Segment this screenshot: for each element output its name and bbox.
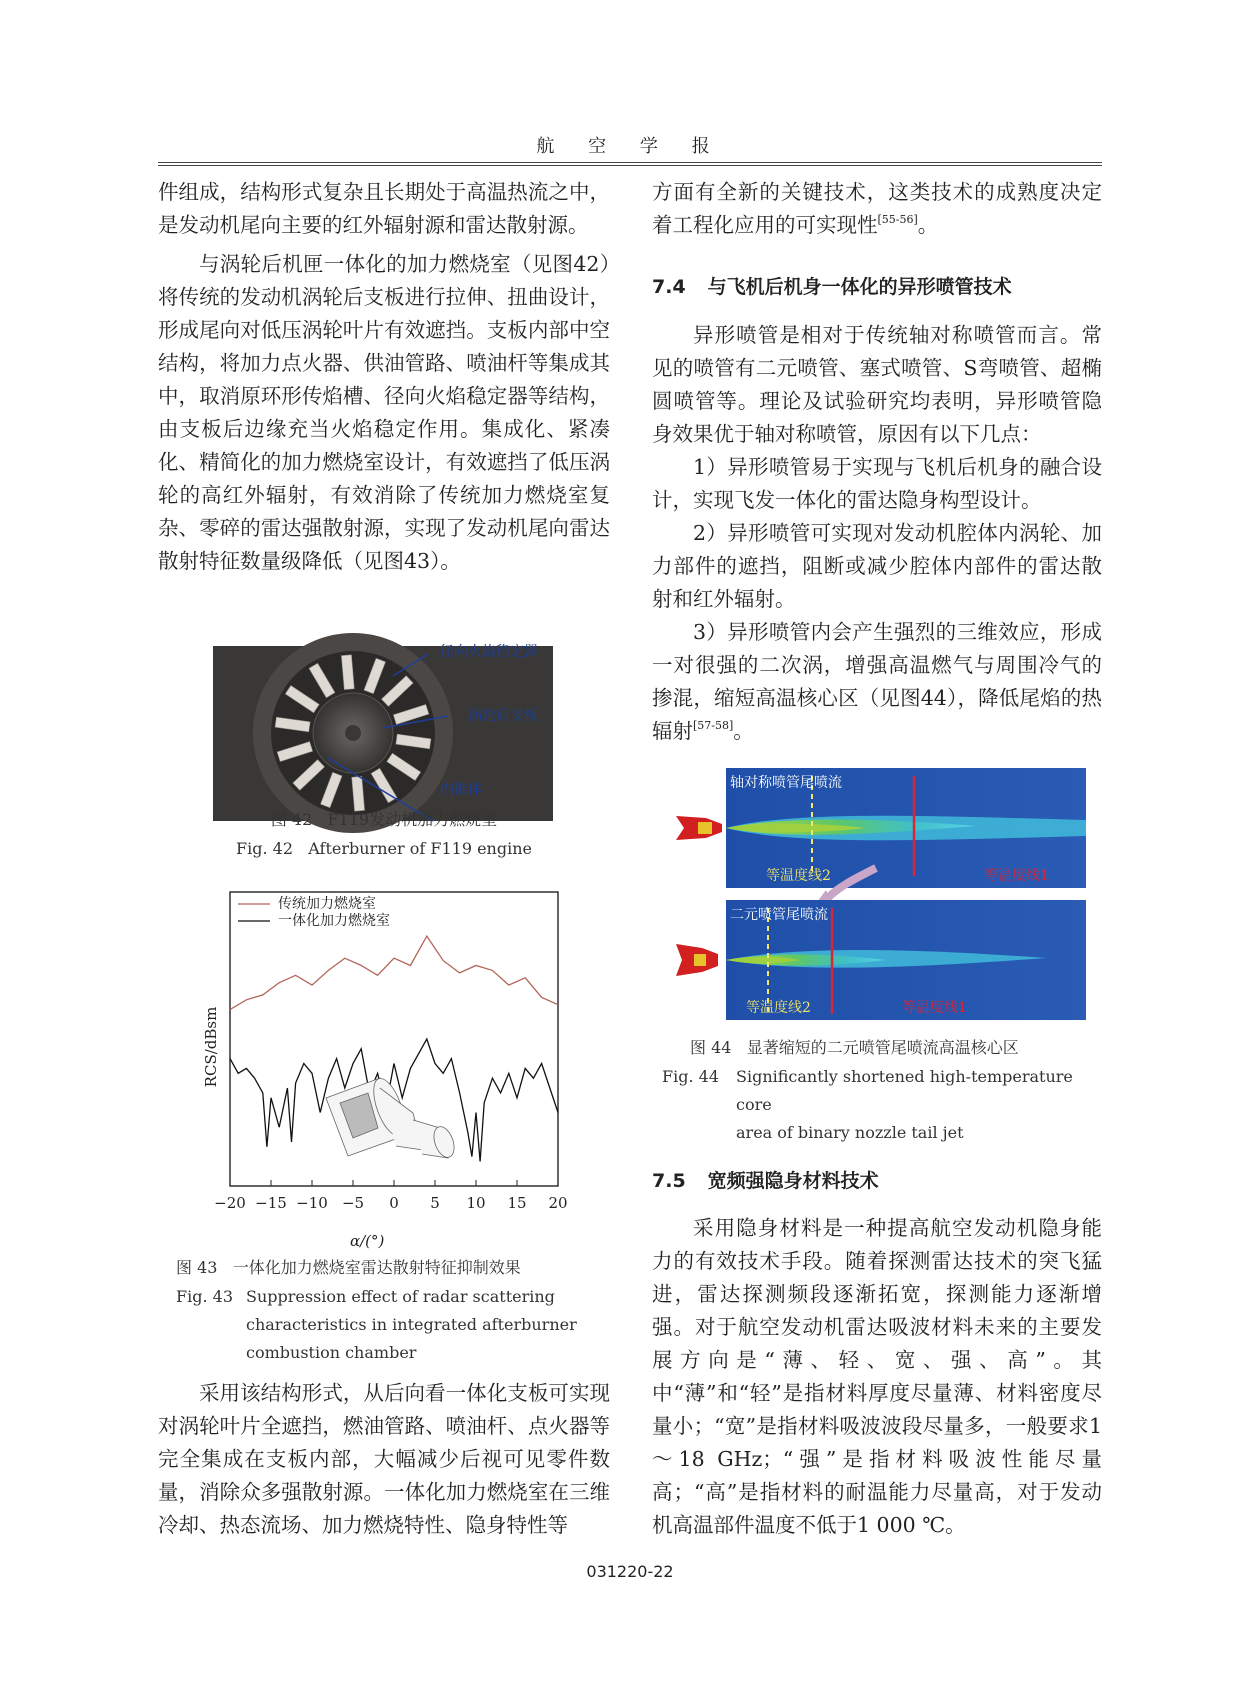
left-text-bottom	[158, 1377, 610, 1542]
legend-label-1: 一体化加力燃烧室	[278, 913, 390, 929]
fig44-top-label: 轴对称喷管尾喷流	[730, 775, 842, 791]
fig44-top-isotherm2: 等温度线2	[766, 868, 831, 884]
left-para-2: 与涡轮后机匣一体化的加力燃烧室（见图42）将传统的发动机涡轮后支板进行拉伸、扭曲设计，形成尾向对低压涡轮叶片有效遮挡。支板内部中空结构，将加力点火器、供油管路、喷油杆等集成其中，取消原环形传焰槽、径向火焰稳定器等结构，由支板后边缘充当火焰稳定作用。集成化、紧凑化、精简化的加力燃烧室设计，有效遮挡了低压涡轮的高红外辐射，有效消除了传统加力燃烧室复杂、零碎的雷达强散射源，实现了发动机尾向雷达散射特征数量级降低（见图43）。	[158, 252, 610, 573]
citation-55-56: [55-56]	[877, 213, 918, 226]
x-tick-label: 0	[389, 1194, 399, 1212]
legend-label-0: 传统加力燃烧室	[278, 896, 376, 912]
figure-44	[676, 768, 1086, 1036]
fig43-caption-cn	[176, 1254, 616, 1282]
fig42-en-num: Fig. 42	[236, 839, 293, 858]
section-7-4-title: 与飞机后机身一体化的异形喷管技术	[707, 276, 1012, 298]
x-tick-label: 15	[507, 1194, 527, 1212]
sec74-point-1: 1）异形喷管易于实现与飞机后机身的融合设计，实现飞发一体化的雷达隐身构型设计。	[652, 455, 1102, 512]
fig44-bottom-isotherm1: 等温度线1	[902, 1000, 967, 1016]
sec75-para: 采用隐身材料是一种提高航空发动机隐身能力的有效技术手段。随着探测雷达技术的突飞猛进，雷达探测频段逐渐拓宽，探测能力逐渐增强。对于航空发动机雷达吸波材料未来的主要发展方向是“薄、轻、宽、强、高”。其中“薄”和“轻”是指材料厚度尽量薄、材料密度尽量小；“宽”是指材料吸波波段尽量多，一般要求1～18 GHz；“强”是指材料吸波性能尽量高；“高”是指材料的耐温能力尽量高，对于发动机高温部件温度不低于1 000 ℃。	[652, 1216, 1102, 1537]
section-7-4-heading	[652, 272, 1012, 299]
fig42-label-flameholder: 径向火焰稳定器	[440, 644, 538, 660]
fig44-en-text	[736, 1063, 1102, 1147]
fig43-rcs-chart	[202, 888, 568, 1218]
series-line-0	[230, 936, 558, 1010]
x-tick-label: 5	[430, 1194, 440, 1212]
fig42-cn-num: 图 42	[270, 810, 313, 829]
y-axis-label: RCS/dBsm	[202, 1006, 220, 1088]
fig43-caption-en	[176, 1283, 616, 1367]
fig44-top-isotherm1: 等温度线1	[984, 868, 1049, 884]
fig42-caption-en	[158, 835, 610, 863]
x-tick-label: −20	[214, 1194, 246, 1212]
fig44-en-line2: area of binary nozzle tail jet	[736, 1123, 964, 1142]
sec74-point-2: 2）异形喷管可实现对发动机腔体内涡轮、加力部件的遮挡，阻断或减少腔体内部件的雷达散射和红外辐射。	[652, 521, 1102, 611]
section-7-5-heading	[652, 1166, 879, 1193]
x-axis-label: α/(°)	[350, 1232, 385, 1250]
fig42-cn-text: F119发动机加力燃烧室	[327, 810, 498, 829]
sec74-point-3-text: 3）异形喷管内会产生强烈的三维效应，形成一对很强的二次涡，增强高温燃气与周围冷气的掺混，缩短高温核心区（见图44），降低尾焰的热辐射	[652, 620, 1102, 743]
fig44-cn-text: 显著缩短的二元喷管尾喷流高温核心区	[746, 1038, 1019, 1057]
section-7-5-number: 7.5	[652, 1170, 686, 1192]
citation-57-58: [57-58]	[693, 719, 734, 732]
section-7-4-number: 7.4	[652, 276, 686, 298]
sec74-point-3: 3）异形喷管内会产生强烈的三维效应，形成一对很强的二次涡，增强高温燃气与周围冷气的掺混，缩短高温核心区（见图44），降低尾焰的热辐射[57-58]。	[652, 620, 1102, 743]
fig42-label-cone: 内锥体	[440, 782, 482, 798]
right-para-1-text: 方面有全新的关键技术，这类技术的成熟度决定着工程化应用的可实现性	[652, 180, 1102, 237]
journal-title: 航 空 学 报	[536, 136, 724, 157]
fig44-bottom-label: 二元喷管尾喷流	[730, 907, 828, 923]
plot-frame	[230, 892, 558, 1186]
fig44-en-num: Fig. 44	[662, 1067, 719, 1086]
section-7-5-title: 宽频强隐身材料技术	[707, 1170, 879, 1192]
chart-legend	[238, 895, 390, 929]
x-tick-label: −5	[341, 1194, 365, 1212]
fig43-cn-num: 图 43	[176, 1258, 218, 1277]
fig43-cn-text: 一体化加力燃烧室雷达散射特征抑制效果	[232, 1258, 521, 1277]
afterburner-photo	[213, 646, 553, 821]
fig42-caption-cn	[158, 806, 610, 834]
fig44-bottom-isotherm2: 等温度线2	[746, 1000, 811, 1016]
right-text-top	[652, 176, 1102, 242]
left-para-3: 采用该结构形式，从后向看一体化支板可实现对涡轮叶片全遮挡，燃油管路、喷油杆、点火器等完全集成在支板内部，大幅减少后视可见零件数量，消除众多强散射源。一体化加力燃烧室在三维冷却、热态流场、加力燃烧特性、隐身特性等	[158, 1381, 610, 1537]
header-rule	[158, 162, 1102, 166]
fig44-caption-en	[662, 1063, 1102, 1147]
inset-engine-sketch	[326, 1075, 458, 1160]
right-text-7-5	[652, 1212, 1102, 1542]
fig43-en-text: Suppression effect of radar scattering characteristics in integrated afterburner combustion chamber	[246, 1287, 577, 1362]
right-text-7-4	[652, 319, 1102, 748]
fig42-label-strut: 涡轮后支板	[468, 708, 538, 724]
right-para-1: 方面有全新的关键技术，这类技术的成熟度决定着工程化应用的可实现性[55-56]。	[652, 180, 1102, 237]
fig44-en-line1: Significantly shortened high-temperature core	[736, 1067, 1073, 1114]
x-tick-label: −15	[255, 1194, 287, 1212]
figure-42	[213, 646, 553, 821]
x-tick-label: −10	[296, 1194, 328, 1212]
left-text-top	[158, 176, 610, 578]
nozzle-plume-contours	[676, 768, 1086, 1036]
sec74-intro: 异形喷管是相对于传统轴对称喷管而言。常见的喷管有二元喷管、塞式喷管、S弯喷管、超椭圆喷管等。理论及试验研究均表明，异形喷管隐身效果优于轴对称喷管，原因有以下几点：	[652, 323, 1102, 446]
x-tick-label: 20	[548, 1194, 568, 1212]
fig44-cn-num: 图 44	[690, 1038, 732, 1057]
left-para-1: 件组成，结构形式复杂且长期处于高温热流之中，是发动机尾向主要的红外辐射源和雷达散射源。	[158, 180, 610, 237]
page-number: 031220-22	[586, 1562, 674, 1581]
x-tick-label: 10	[466, 1194, 486, 1212]
fig43-en-num: Fig. 43	[176, 1287, 233, 1306]
fig44-caption-cn	[690, 1034, 1110, 1062]
fig42-en-text: Afterburner of F119 engine	[308, 839, 532, 858]
